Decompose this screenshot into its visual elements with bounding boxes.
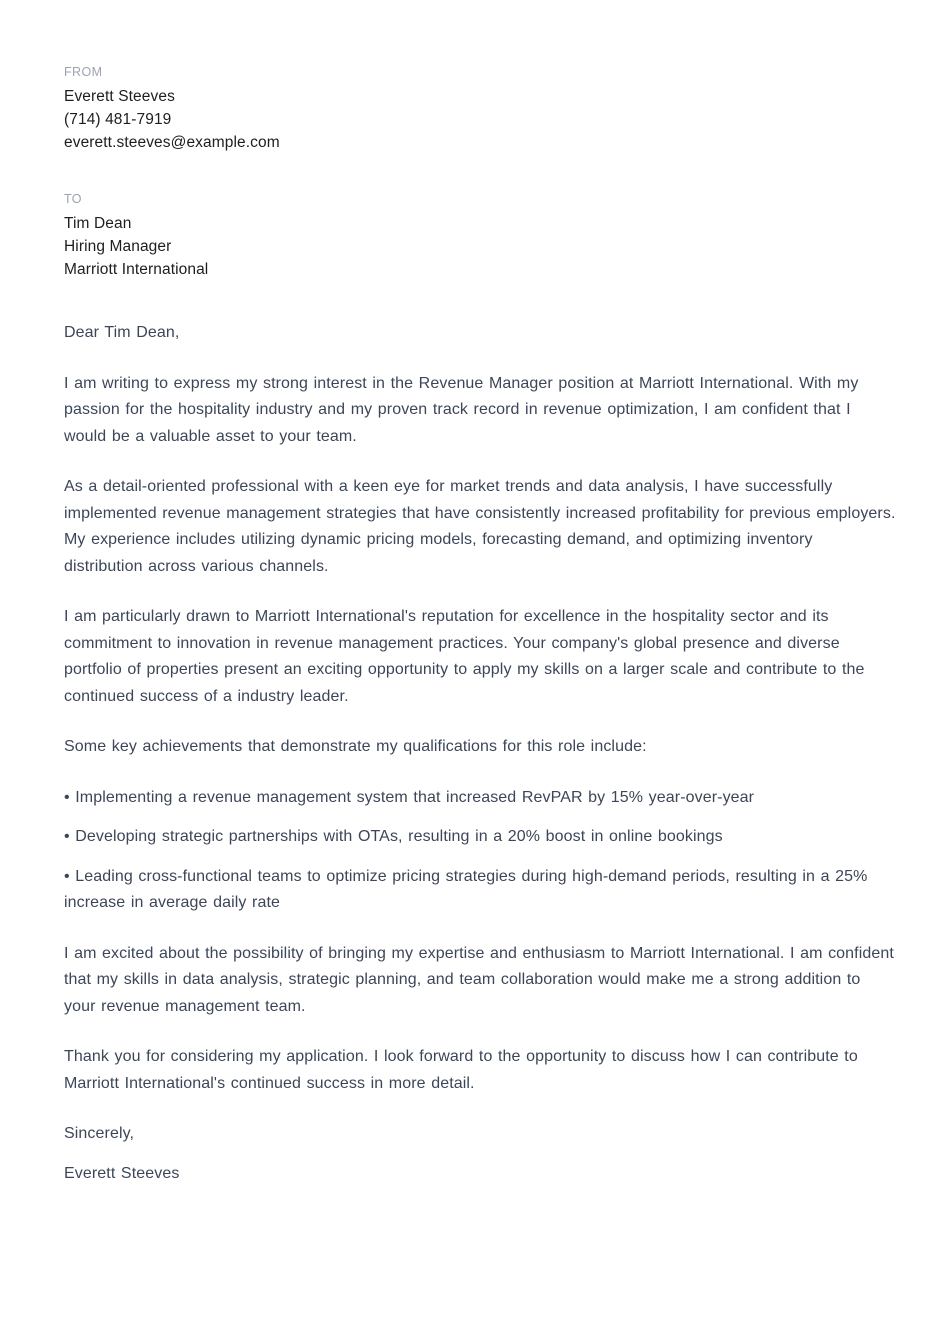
recipient-title: Hiring Manager (64, 238, 172, 255)
letter-paragraph: I am excited about the possibility of bringing my expertise and enthusiasm to Marriott International. I am confident that my skills in data analysis, strategic planning, and team collaboration would make me a strong addition to your revenue management team. (64, 944, 894, 1015)
letter-paragraph: I am particularly drawn to Marriott International's reputation for excellence in the hospitality sector and its commitment to innovation in revenue management practices. Your company's global presence and diverse portfolio of properties present an exciting opportunity to apply my skills on a larger scale and contribute to the continued success of a industry leader. (64, 608, 865, 705)
sender-block (64, 64, 896, 154)
letter-bullet: • Implementing a revenue management system that increased RevPAR by 15% year-over-year (64, 788, 755, 806)
letter-paragraph: Some key achievements that demonstrate my qualifications for this role include: (64, 738, 647, 755)
recipient-block (64, 191, 896, 281)
letter-paragraph: I am writing to express my strong interest in the Revenue Manager position at Marriott International. With my passion for the hospitality industry and my proven track record in revenue optimization, I am confident that I would be a valuable asset to your team. (64, 374, 859, 445)
letter-paragraph: Sincerely, (64, 1125, 135, 1142)
sender-phone: (714) 481-7919 (64, 111, 172, 128)
sender-name: Everett Steeves (64, 88, 175, 105)
letter-paragraph: Thank you for considering my application. I look forward to the opportunity to discuss how I can contribute to Marriott International's continued success in more detail. (64, 1048, 858, 1092)
letter-bullet: • Leading cross-functional teams to optimize pricing strategies during high-demand periods, resulting in a 25% increase in average daily rate (64, 867, 868, 911)
letter-paragraph: Dear Tim Dean, (64, 324, 180, 341)
from-label: FROM (64, 65, 103, 79)
to-label: TO (64, 192, 82, 206)
recipient-name: Tim Dean (64, 215, 132, 232)
letter-paragraph: As a detail-oriented professional with a keen eye for market trends and data analysis, I have successfully implemented revenue management strategies that have consistently increased profitability for previous employers. My experience includes utilizing dynamic pricing models, forecasting demand, and optimizing inventory distribution across various channels. (64, 478, 896, 575)
letter-bullet: • Developing strategic partnerships with OTAs, resulting in a 20% boost in online bookings (64, 828, 723, 845)
sender-email: everett.steeves@example.com (64, 134, 280, 151)
letter-paragraph: Everett Steeves (64, 1164, 180, 1182)
recipient-company: Marriott International (64, 261, 209, 278)
letter-body (64, 320, 896, 1187)
